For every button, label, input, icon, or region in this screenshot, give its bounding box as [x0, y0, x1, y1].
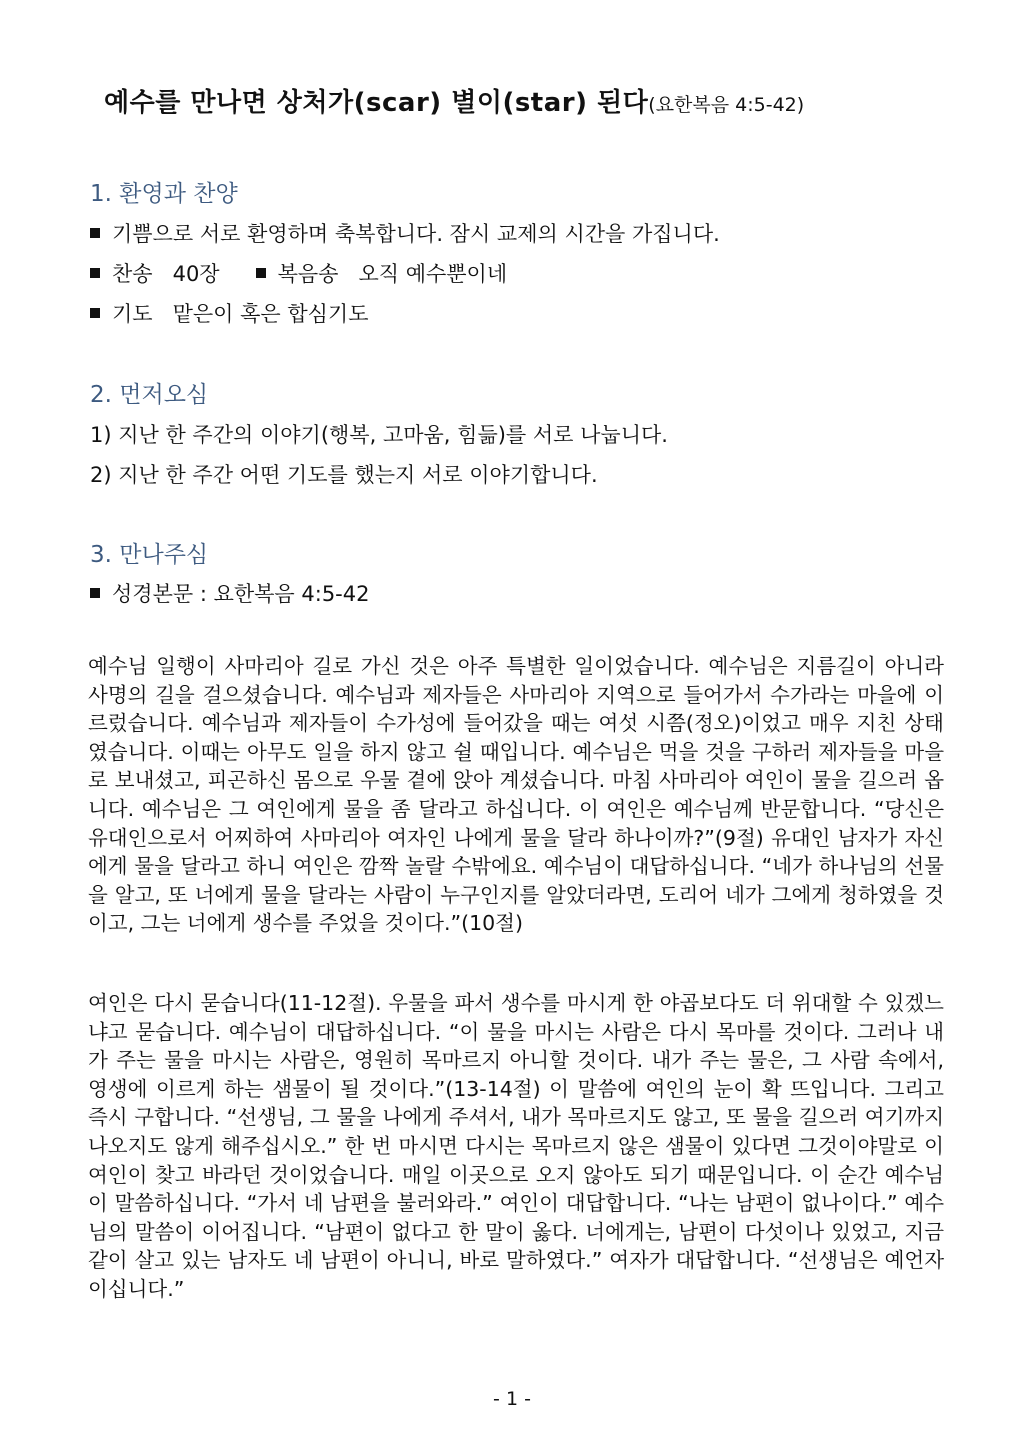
section-1-bullet-welcome	[90, 218, 720, 248]
section-1-heading: 1. 환영과 찬양	[90, 181, 238, 207]
hymn-value: 40장	[172, 262, 220, 286]
section-2-heading: 2. 먼저오심	[90, 382, 209, 408]
section-3-scripture	[90, 578, 370, 608]
title-main: 예수를 만나면 상처가(scar) 별이(star) 된다	[104, 88, 649, 118]
prayer-label: 기도	[112, 302, 153, 326]
title-reference: (요한복음 4:5-42)	[648, 94, 805, 116]
section-2-item-1: 1) 지난 한 주간의 이야기(행복, 고마움, 힘듦)를 서로 나눕니다.	[90, 423, 668, 447]
prayer-value: 맡은이 혹은 합심기도	[172, 302, 369, 326]
bullet-icon	[90, 228, 100, 238]
section-1-bullet-songs	[90, 258, 507, 288]
section-2-item-2: 2) 지난 한 주간 어떤 기도를 했는지 서로 이야기합니다.	[90, 463, 598, 487]
section-3-heading: 3. 만나주심	[90, 542, 209, 568]
body-paragraph-1: 예수님 일행이 사마리아 길로 가신 것은 아주 특별한 일이었습니다. 예수님은 지름길이 아니라 사명의 길을 걸으셨습니다. 예수님과 제자들은 사마리아 지역으로 들어가서 수가라는 마을에 이르렀습니다. 예수님과 제자들이 수가성에 들어갔을 때는 여섯 시쯤(정오)이었고 매우 지친 상태였습니다. 이때는 아무도 일을 하지 않고 쉴 때입니다. 예수님은 먹을 것을 구하러 제자들을 마을로 보내셨고, 피곤하신 몸으로 우물 곁에 앉아 계셨습니다. 마침 사마리아 여인이 물을 길으러 옵니다. 예수님은 그 여인에게 물을 좀 달라고 하십니다. 이 여인은 예수님께 반문합니다. “당신은 유대인으로서 어찌하여 사마리아 여자인 나에게 물을 달라 하나이까?”(9절) 유대인 남자가 자신에게 물을 달라고 하니 여인은 깜짝 놀랄 수밖에요. 예수님이 대답하십니다. “네가 하나님의 선물을 알고, 또 너에게 물을 달라는 사람이 누구인지를 알았더라면, 도리어 네가 그에게 청하였을 것이고, 그는 너에게 생수를 주었을 것이다.”(10절)	[88, 654, 944, 936]
bullet-icon	[90, 588, 100, 598]
scripture-text: 성경본문 : 요한복음 4:5-42	[112, 582, 370, 606]
bullet-icon	[90, 308, 100, 318]
page-number: - 1 -	[493, 1388, 531, 1410]
gospel-song-label: 복음송	[277, 262, 339, 286]
bullet-icon	[256, 268, 266, 278]
gospel-song-value: 오직 예수뿐이네	[358, 262, 508, 286]
bullet-icon	[90, 268, 100, 278]
body-paragraph-2: 여인은 다시 묻습니다(11-12절). 우물을 파서 생수를 마시게 한 야곱보다도 더 위대할 수 있겠느냐고 묻습니다. 예수님이 대답하십니다. “이 물을 마시는 사람은 다시 목마를 것이다. 그러나 내가 주는 물을 마시는 사람은, 영원히 목마르지 아니할 것이다. 내가 주는 물은, 그 사람 속에서, 영생에 이르게 하는 샘물이 될 것이다.”(13-14절) 이 말씀에 여인의 눈이 확 뜨입니다. 그리고 즉시 구합니다. “선생님, 그 물을 나에게 주셔서, 내가 목마르지도 않고, 또 물을 길으러 여기까지 나오지도 않게 해주십시오.” 한 번 마시면 다시는 목마르지 않은 샘물이 있다면 그것이야말로 이 여인이 찾고 바라던 것이었습니다. 매일 이곳으로 오지 않아도 되기 때문입니다. 이 순간 예수님이 말씀하십니다. “가서 네 남편을 불러와라.” 여인이 대답합니다. “나는 남편이 없나이다.” 예수님의 말씀이 이어집니다. “남편이 없다고 한 말이 옳다. 너에게는, 남편이 다섯이나 있었고, 지금 같이 살고 있는 남자도 네 남편이 아니니, 바로 말하였다.” 여자가 대답합니다. “선생님은 예언자이십니다.”	[88, 991, 944, 1301]
document-title	[104, 82, 804, 119]
section-1-bullet-prayer	[90, 298, 369, 328]
hymn-label: 찬송	[112, 262, 153, 286]
welcome-text: 기쁨으로 서로 환영하며 축복합니다. 잠시 교제의 시간을 가집니다.	[112, 222, 720, 246]
